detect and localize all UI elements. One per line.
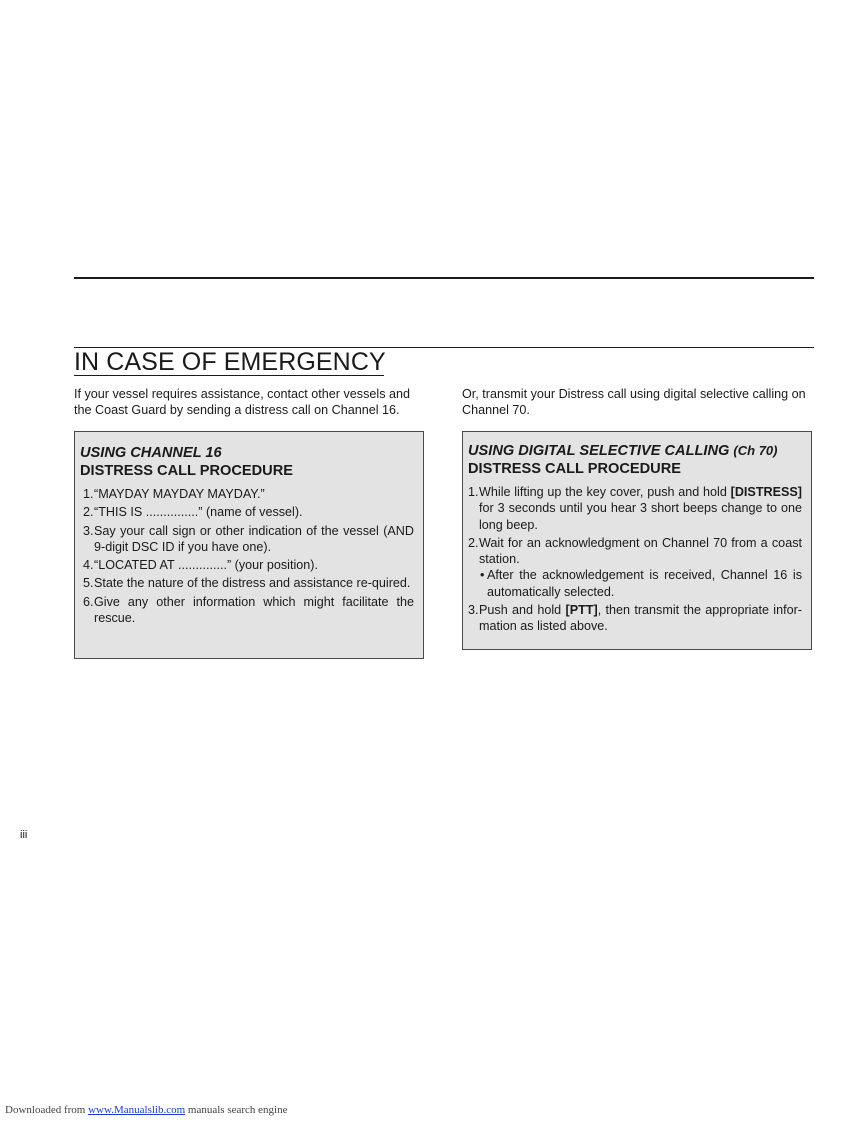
step-number: 4. bbox=[83, 558, 94, 573]
page-number: iii bbox=[20, 829, 28, 841]
title-underline bbox=[74, 375, 384, 376]
step-text: , then transmit the appropriate infor-mation as listed above. bbox=[479, 603, 803, 634]
step-number: 6. bbox=[83, 594, 94, 609]
step-text: Say your call sign or other indication of the vessel (AND 9-digit DSC ID if you have one). bbox=[94, 523, 414, 554]
download-footer bbox=[5, 1104, 287, 1116]
page-title: IN CASE OF EMERGENCY bbox=[74, 348, 386, 376]
channel-16-procedure-box bbox=[74, 431, 424, 659]
procedure-step bbox=[80, 523, 414, 556]
ptt-key-label: [PTT] bbox=[565, 603, 598, 618]
box-title: USING CHANNEL 16 bbox=[80, 445, 222, 461]
procedure-step bbox=[80, 504, 414, 520]
step-text: for 3 seconds until you hear 3 short beeps change to one long beep. bbox=[479, 501, 802, 532]
step-number: 1. bbox=[83, 487, 94, 501]
step-text: While lifting up the key cover, push and hold bbox=[479, 485, 731, 499]
step-number: 3. bbox=[83, 523, 94, 538]
procedure-step bbox=[468, 602, 802, 635]
step-text: Give any other information which might facilitate the rescue. bbox=[94, 594, 414, 626]
intro-text-right: Or, transmit your Distress call using digital selective calling on Channel 70. bbox=[462, 387, 806, 417]
box-title bbox=[468, 442, 802, 460]
channel-suffix: (Ch 70) bbox=[733, 443, 778, 458]
box-subtitle: DISTRESS CALL PROCEDURE bbox=[468, 461, 681, 477]
step-text: State the nature of the distress and assistance re-quired. bbox=[94, 576, 411, 591]
step-text: Wait for an acknowledgment on Channel 70 from a coast station. bbox=[479, 535, 802, 567]
box-title-text: USING DIGITAL SELECTIVE CALLING bbox=[468, 443, 730, 459]
procedure-step bbox=[80, 557, 414, 573]
procedure-step bbox=[80, 594, 414, 627]
step-note: • After the acknowledgement is received, Channel 16 is automatically selected. bbox=[479, 567, 802, 600]
footer-suffix: manuals search engine bbox=[187, 1104, 288, 1116]
procedure-steps bbox=[468, 484, 802, 635]
top-rule bbox=[74, 277, 814, 279]
procedure-step bbox=[80, 575, 414, 591]
box-subtitle: DISTRESS CALL PROCEDURE bbox=[80, 463, 293, 479]
step-number: 5. bbox=[83, 576, 94, 591]
dsc-procedure-box bbox=[462, 431, 812, 650]
step-text: “THIS IS ...............” (name of vessel). bbox=[94, 505, 303, 520]
step-number: 2. bbox=[83, 505, 94, 520]
distress-key-label: [DISTRESS] bbox=[730, 485, 802, 499]
step-number: 2. bbox=[468, 535, 479, 550]
procedure-step bbox=[80, 486, 414, 502]
intro-text-left: If your vessel requires assistance, contact other vessels and the Coast Guard by sending a distress call on Channel 16. bbox=[74, 387, 410, 417]
procedure-step bbox=[468, 484, 802, 533]
footer-prefix: Downloaded from bbox=[5, 1104, 86, 1116]
step-text: “LOCATED AT ..............” (your position). bbox=[94, 558, 318, 573]
manualslib-link[interactable]: www.Manualslib.com bbox=[88, 1104, 186, 1116]
step-text: Push and hold bbox=[479, 603, 566, 618]
procedure-steps bbox=[80, 486, 414, 626]
step-text: “MAYDAY MAYDAY MAYDAY.” bbox=[94, 487, 265, 501]
step-number: 1. bbox=[468, 485, 479, 499]
step-number: 3. bbox=[468, 603, 479, 618]
step-notes bbox=[479, 567, 802, 600]
procedure-step bbox=[468, 535, 802, 600]
